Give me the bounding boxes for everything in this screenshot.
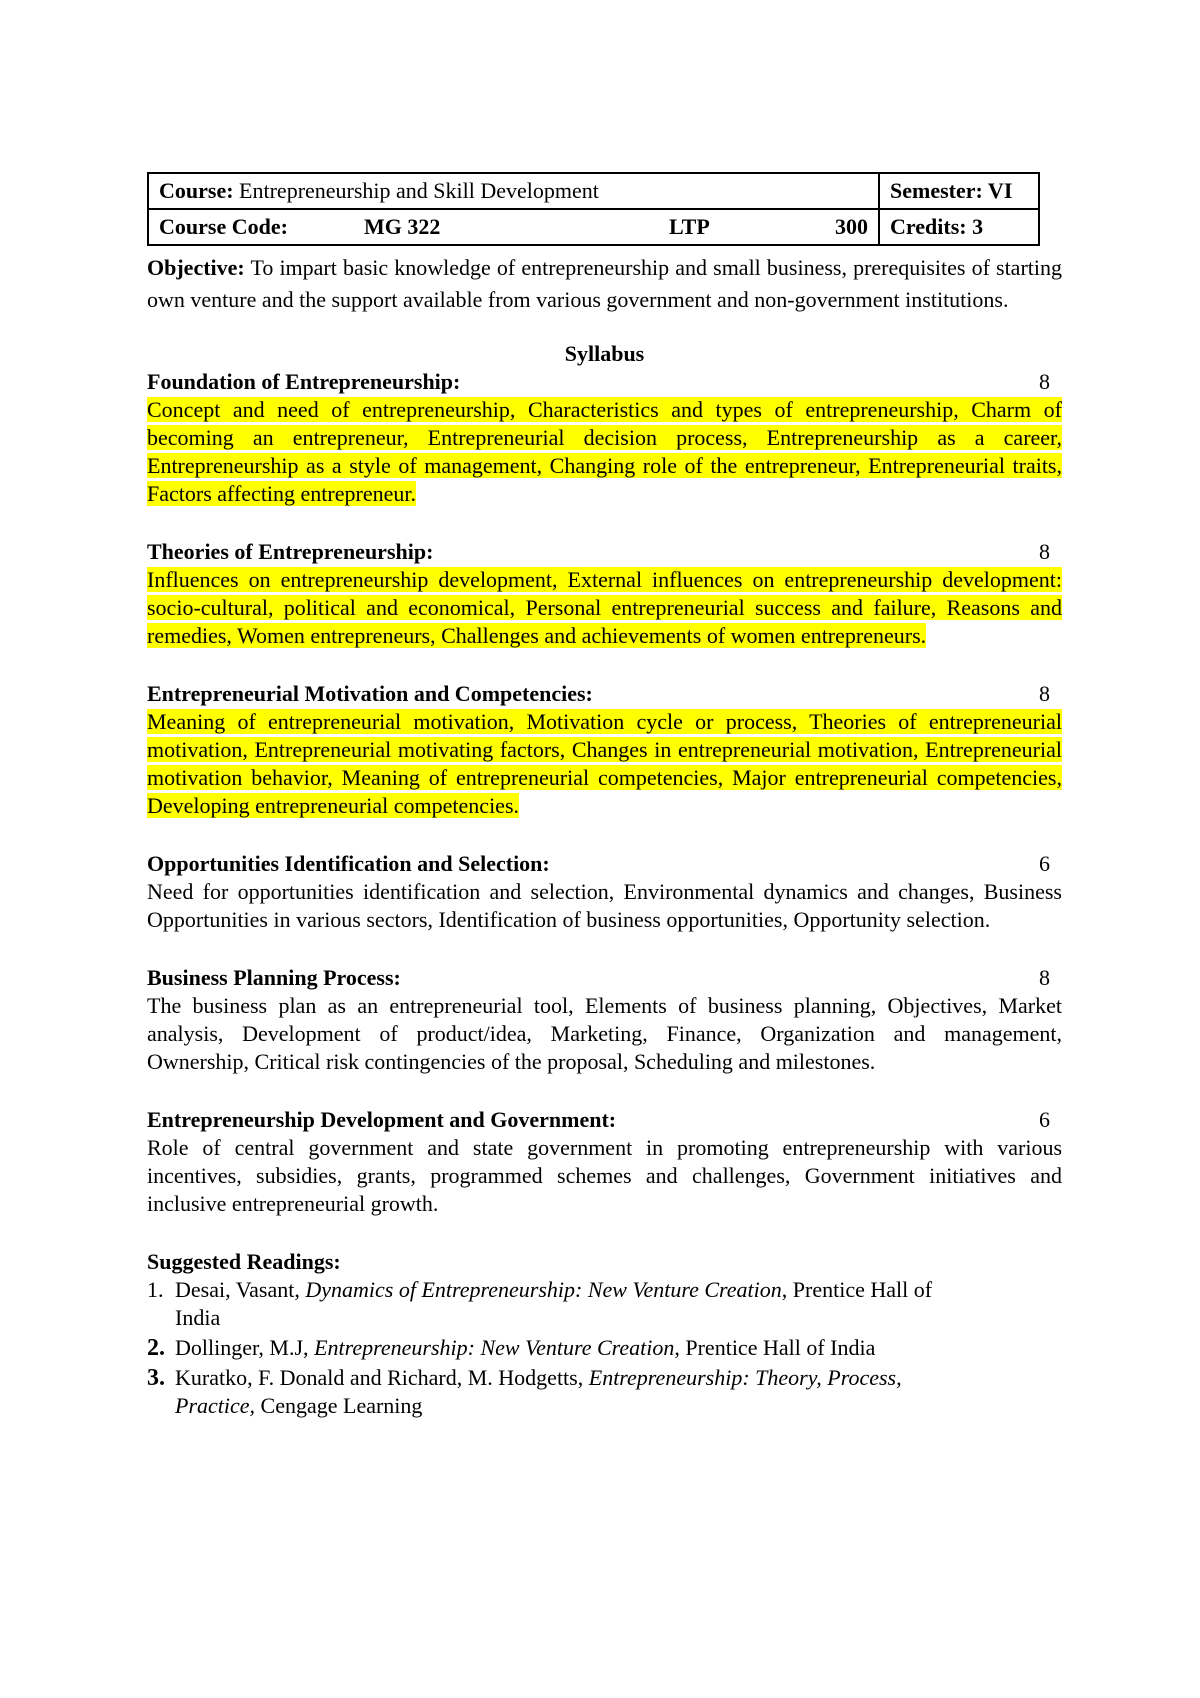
syllabus-units xyxy=(147,368,1062,1218)
course-code-label: Course Code: xyxy=(159,214,288,239)
reading-author: Kuratko, F. Donald and Richard, M. Hodgetts, xyxy=(175,1365,589,1390)
unit-content-text: Concept and need of entrepreneurship, Characteristics and types of entrepreneurship, Charm of becoming an entrepreneur, Entrepreneurial decision process, Entrepreneurship as a career, Entrepreneurship as a style of management, Changing role of the entrepreneur, Entrepreneurial traits, Factors affecting entrepreneur. xyxy=(147,397,1062,506)
reading-title: Dynamics of Entrepreneurship: New Venture Creation xyxy=(305,1277,782,1302)
reading-title: Entrepreneurship: Theory, Process, Practice, xyxy=(175,1365,902,1418)
unit-header xyxy=(147,368,1062,396)
objective-label: Objective: xyxy=(147,255,245,280)
unit-title: Entrepreneurship Development and Government: xyxy=(147,1107,617,1132)
code-row xyxy=(148,209,1039,245)
course-row xyxy=(148,173,1039,209)
course-name: Entrepreneurship and Skill Development xyxy=(239,178,599,203)
unit-content-text: Influences on entrepreneurship development, External influences on entrepreneurship development: socio-cultural, political and economical, Personal entrepreneurial success and failure, Reasons and remedies, Women entrepreneurs, Challenges and achievements of women entrepreneurs. xyxy=(147,567,1062,648)
objective-paragraph xyxy=(147,252,1062,316)
unit-title: Entrepreneurial Motivation and Competencies: xyxy=(147,681,593,706)
objective-text: To impart basic knowledge of entrepreneurship and small business, prerequisites of starting own venture and the support available from various government and non-government institutions. xyxy=(147,255,1062,312)
syllabus-unit xyxy=(147,964,1062,1076)
code-cell xyxy=(148,209,879,245)
reading-item xyxy=(147,1364,1062,1420)
reading-number: 3. xyxy=(147,1365,165,1391)
unit-content-text: The business plan as an entrepreneurial tool, Elements of business planning, Objectives, Market analysis, Development of product/idea, Marketing, Finance, Organization and management, Ownership, Critical risk contingencies of the proposal, Scheduling and milestones. xyxy=(147,993,1062,1074)
unit-header xyxy=(147,1106,1062,1134)
unit-hours: 6 xyxy=(1039,1107,1050,1132)
unit-content-text: Meaning of entrepreneurial motivation, Motivation cycle or process, Theories of entrepreneurial motivation, Entrepreneurial motivating factors, Changes in entrepreneurial motivation, Entrepreneurial motivation behavior, Meaning of entrepreneurial competencies, Major entrepreneurial competencies, Developing entrepreneurial competencies. xyxy=(147,709,1062,818)
unit-content-text: Role of central government and state government in promoting entrepreneurship with various incentives, subsidies, grants, programmed schemes and challenges, Government initiatives and inclusive entrepreneurial growth. xyxy=(147,1135,1062,1216)
course-info-table xyxy=(147,172,1040,246)
unit-title: Business Planning Process: xyxy=(147,965,401,990)
syllabus-unit xyxy=(147,368,1062,508)
unit-title: Theories of Entrepreneurship: xyxy=(147,539,434,564)
unit-content xyxy=(147,878,1062,934)
unit-content xyxy=(147,566,1062,650)
unit-hours: 8 xyxy=(1039,369,1050,394)
reading-author: Dollinger, M.J, xyxy=(175,1335,315,1360)
readings-list xyxy=(147,1276,1062,1420)
reading-citation xyxy=(175,1276,1062,1332)
reading-author: Desai, Vasant, xyxy=(175,1277,306,1302)
syllabus-page xyxy=(147,172,1062,1422)
syllabus-unit xyxy=(147,1106,1062,1218)
course-cell xyxy=(148,173,879,209)
unit-content xyxy=(147,1134,1062,1218)
syllabus-heading: Syllabus xyxy=(564,341,645,366)
unit-hours: 8 xyxy=(1039,681,1050,706)
reading-publisher: , Prentice Hall of India xyxy=(175,1277,933,1330)
syllabus-unit xyxy=(147,680,1062,820)
readings-heading: Suggested Readings: xyxy=(147,1249,341,1274)
reading-publisher: , Prentice Hall of India xyxy=(674,1335,876,1360)
reading-item xyxy=(147,1334,1062,1362)
unit-header xyxy=(147,538,1062,566)
unit-content xyxy=(147,708,1062,820)
ltp-value: 300 xyxy=(835,214,868,239)
reading-citation xyxy=(175,1334,1062,1362)
unit-title: Opportunities Identification and Selection: xyxy=(147,851,550,876)
syllabus-unit xyxy=(147,538,1062,650)
course-code-value: MG 322 xyxy=(364,214,441,239)
credits-cell: Credits: 3 xyxy=(879,209,1039,245)
syllabus-unit xyxy=(147,850,1062,934)
unit-content-text: Need for opportunities identification and selection, Environmental dynamics and changes, Business Opportunities in various sectors, Identification of business opportunities, Opportunity selection. xyxy=(147,879,1062,932)
reading-title: Entrepreneurship: New Venture Creation xyxy=(314,1335,675,1360)
unit-title: Foundation of Entrepreneurship: xyxy=(147,369,461,394)
course-label: Course: xyxy=(159,178,234,203)
reading-item xyxy=(147,1276,1062,1332)
ltp-label: LTP xyxy=(669,214,710,239)
semester-cell: Semester: VI xyxy=(879,173,1039,209)
unit-content xyxy=(147,396,1062,508)
unit-hours: 6 xyxy=(1039,851,1050,876)
reading-number: 2. xyxy=(147,1335,165,1361)
unit-header xyxy=(147,680,1062,708)
unit-content xyxy=(147,992,1062,1076)
reading-citation xyxy=(175,1364,1062,1420)
unit-header xyxy=(147,850,1062,878)
unit-hours: 8 xyxy=(1039,539,1050,564)
reading-publisher: Cengage Learning xyxy=(255,1393,423,1418)
unit-header xyxy=(147,964,1062,992)
reading-number: 1. xyxy=(147,1277,164,1302)
unit-hours: 8 xyxy=(1039,965,1050,990)
